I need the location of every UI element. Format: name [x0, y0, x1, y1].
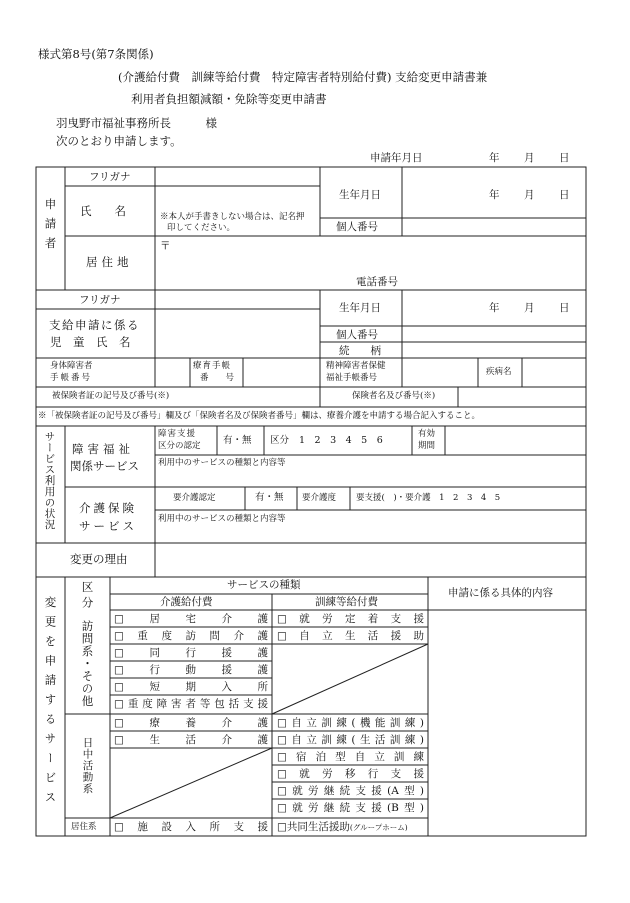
applicant-birth-month: 月: [524, 189, 535, 201]
residence-group-label: 居住系: [71, 822, 97, 832]
care-in-use-label: 利用中のサービスの種類と内容等: [158, 514, 286, 524]
service-status-section-label: サービス利用の状況: [43, 431, 56, 530]
group-home-label: □共同生活援助: [277, 821, 350, 833]
training-item-life-training[interactable]: □自立訓練(生活訓練): [277, 734, 424, 746]
valid-period-label-2: 期間: [418, 441, 436, 451]
mental-handbook-label-2: 福祉手帳番号: [326, 373, 378, 383]
care-item-life-care[interactable]: □生活介護: [114, 734, 268, 746]
care-item-short-stay[interactable]: □短期入所: [114, 681, 268, 693]
care-item-accompanying-support[interactable]: □同行援護: [114, 647, 268, 659]
child-name-label-2: 児 童 氏 名: [50, 335, 131, 349]
postal-mark: 〒: [160, 240, 171, 252]
care-benefits-header: 介護給付費: [160, 596, 213, 608]
group-home-note: (グループホーム): [349, 823, 408, 832]
visiting-group-label: 訪問系・その他: [80, 620, 95, 708]
category-numbers: 1 2 3 4 5 6: [299, 435, 383, 446]
insurance-footnote: ※「被保険者証の記号及び番号」欄及び「保険者名及び保険者番号」欄は、療養介護を申請する場合記入すること。: [38, 411, 481, 421]
disability-in-use-label: 利用中のサービスの種類と内容等: [158, 458, 286, 468]
applicant-name-label: 氏 名: [80, 204, 126, 218]
support-cert-yes-no: 有・無: [223, 435, 252, 446]
training-item-employment-transition[interactable]: □就労移行支援: [277, 768, 424, 780]
specific-content-header: 申請に係る具体的内容: [448, 587, 553, 599]
form-title-line2: 利用者負担額減額・免除等変更申請書: [131, 92, 327, 106]
child-birth-month: 月: [524, 302, 535, 314]
care-insurance-label-1: 介護保険: [79, 501, 137, 515]
applicant-address-label: 居住地: [86, 255, 133, 269]
form-title-line1: (介護給付費 訓練等給付費 特定障害者特別給付費) 支給変更申請書兼: [118, 70, 488, 84]
valid-period-label-1: 有効: [418, 429, 436, 439]
care-cert-label: 要介護認定: [173, 493, 216, 503]
support-cert-label-1: 障害支援: [158, 429, 197, 439]
care-levels: 要支援( )・要介護 1 2 3 4 5: [356, 493, 501, 503]
training-benefits-header: 訓練等給付費: [315, 596, 378, 608]
date-month: 月: [524, 152, 535, 164]
training-item-continuous-employment-a[interactable]: □就労継続支援(A型): [277, 785, 424, 797]
date-label: 申請年月日: [370, 152, 423, 164]
disability-service-label-1: 障害福祉: [72, 442, 134, 456]
applicant-section-label: 申請者: [43, 198, 58, 257]
care-item-behavior-support[interactable]: □行動援護: [114, 664, 268, 676]
signature-note-1: ※本人が手書きしない場合は、記名押: [160, 212, 305, 222]
training-item-independent-living[interactable]: □自立生活援助: [277, 630, 424, 642]
care-item-severe-visiting-care[interactable]: □重度訪問介護: [114, 630, 268, 642]
care-item-facility-admission[interactable]: □施設入所支援: [114, 821, 268, 833]
child-individual-number-label: 個人番号: [336, 329, 378, 341]
form-number: 様式第8号(第7条関係): [38, 47, 154, 61]
care-cert-yes-no: 有・無: [255, 492, 284, 503]
applicant-birth-day: 日: [559, 189, 570, 201]
support-cert-label-2: 区分の認定: [158, 441, 201, 451]
applicant-birth-year: 年: [489, 189, 500, 201]
insured-symbol-label: 被保険者証の記号及び番号(※): [52, 391, 170, 401]
change-reason-label: 変更の理由: [70, 552, 128, 566]
child-birth-day: 日: [559, 302, 570, 314]
ryoiku-handbook-label-1: 療育手帳: [193, 361, 232, 371]
disease-label: 疾病名: [486, 367, 512, 377]
category-label: 区分: [270, 435, 290, 446]
intro-text: 次のとおり申請します。: [56, 134, 182, 148]
date-year: 年: [489, 152, 500, 164]
insurer-name-label: 保険者名及び番号(※): [352, 391, 436, 401]
child-relationship-label: 続 柄: [339, 345, 381, 357]
child-birthdate-label: 生年月日: [339, 302, 381, 314]
mental-handbook-label-1: 精神障害者保健: [326, 361, 386, 371]
child-birth-year: 年: [489, 302, 500, 314]
applicant-birthdate-label: 生年月日: [339, 189, 381, 201]
signature-note-2: 印してください。: [167, 223, 236, 233]
applicant-furigana-label: フリガナ: [89, 171, 131, 183]
training-item-residential-training[interactable]: □宿泊型自立訓練: [277, 751, 424, 763]
disability-service-label-2: 関係サービス: [70, 459, 139, 473]
date-day: 日: [559, 152, 570, 164]
care-item-comprehensive-support[interactable]: □重度障害者等包括支援: [114, 698, 268, 710]
training-item-continuous-employment-b[interactable]: □就労継続支援(B型): [277, 802, 424, 814]
training-item-group-home[interactable]: [277, 822, 408, 833]
physical-handbook-label-1: 身体障害者: [50, 361, 93, 371]
category-column-header: 区分: [80, 581, 95, 612]
care-insurance-label-2: サービス: [79, 519, 137, 533]
care-level-label: 要介護度: [302, 493, 337, 503]
ryoiku-handbook-label-2: 番 号: [200, 373, 235, 383]
child-name-label-1: 支給申請に係る: [49, 318, 140, 332]
service-types-header: サービスの種類: [227, 579, 301, 591]
training-item-employment-retention[interactable]: □就労定着支援: [277, 613, 424, 625]
phone-label: 電話番号: [356, 276, 398, 288]
care-item-medical-care[interactable]: □療養介護: [114, 717, 268, 729]
changes-section-label: 変更を申請するサービス: [43, 596, 58, 811]
training-item-functional-training[interactable]: □自立訓練(機能訓練): [277, 717, 424, 729]
child-furigana-label: フリガナ: [79, 294, 121, 306]
applicant-individual-number-label: 個人番号: [336, 221, 378, 233]
care-item-home-care[interactable]: □居宅介護: [114, 613, 268, 625]
day-activity-group-label: 日中活動系: [81, 737, 94, 795]
addressee: 羽曳野市福祉事務所長 様: [56, 116, 217, 130]
physical-handbook-label-2: 手帳番号: [50, 373, 93, 383]
